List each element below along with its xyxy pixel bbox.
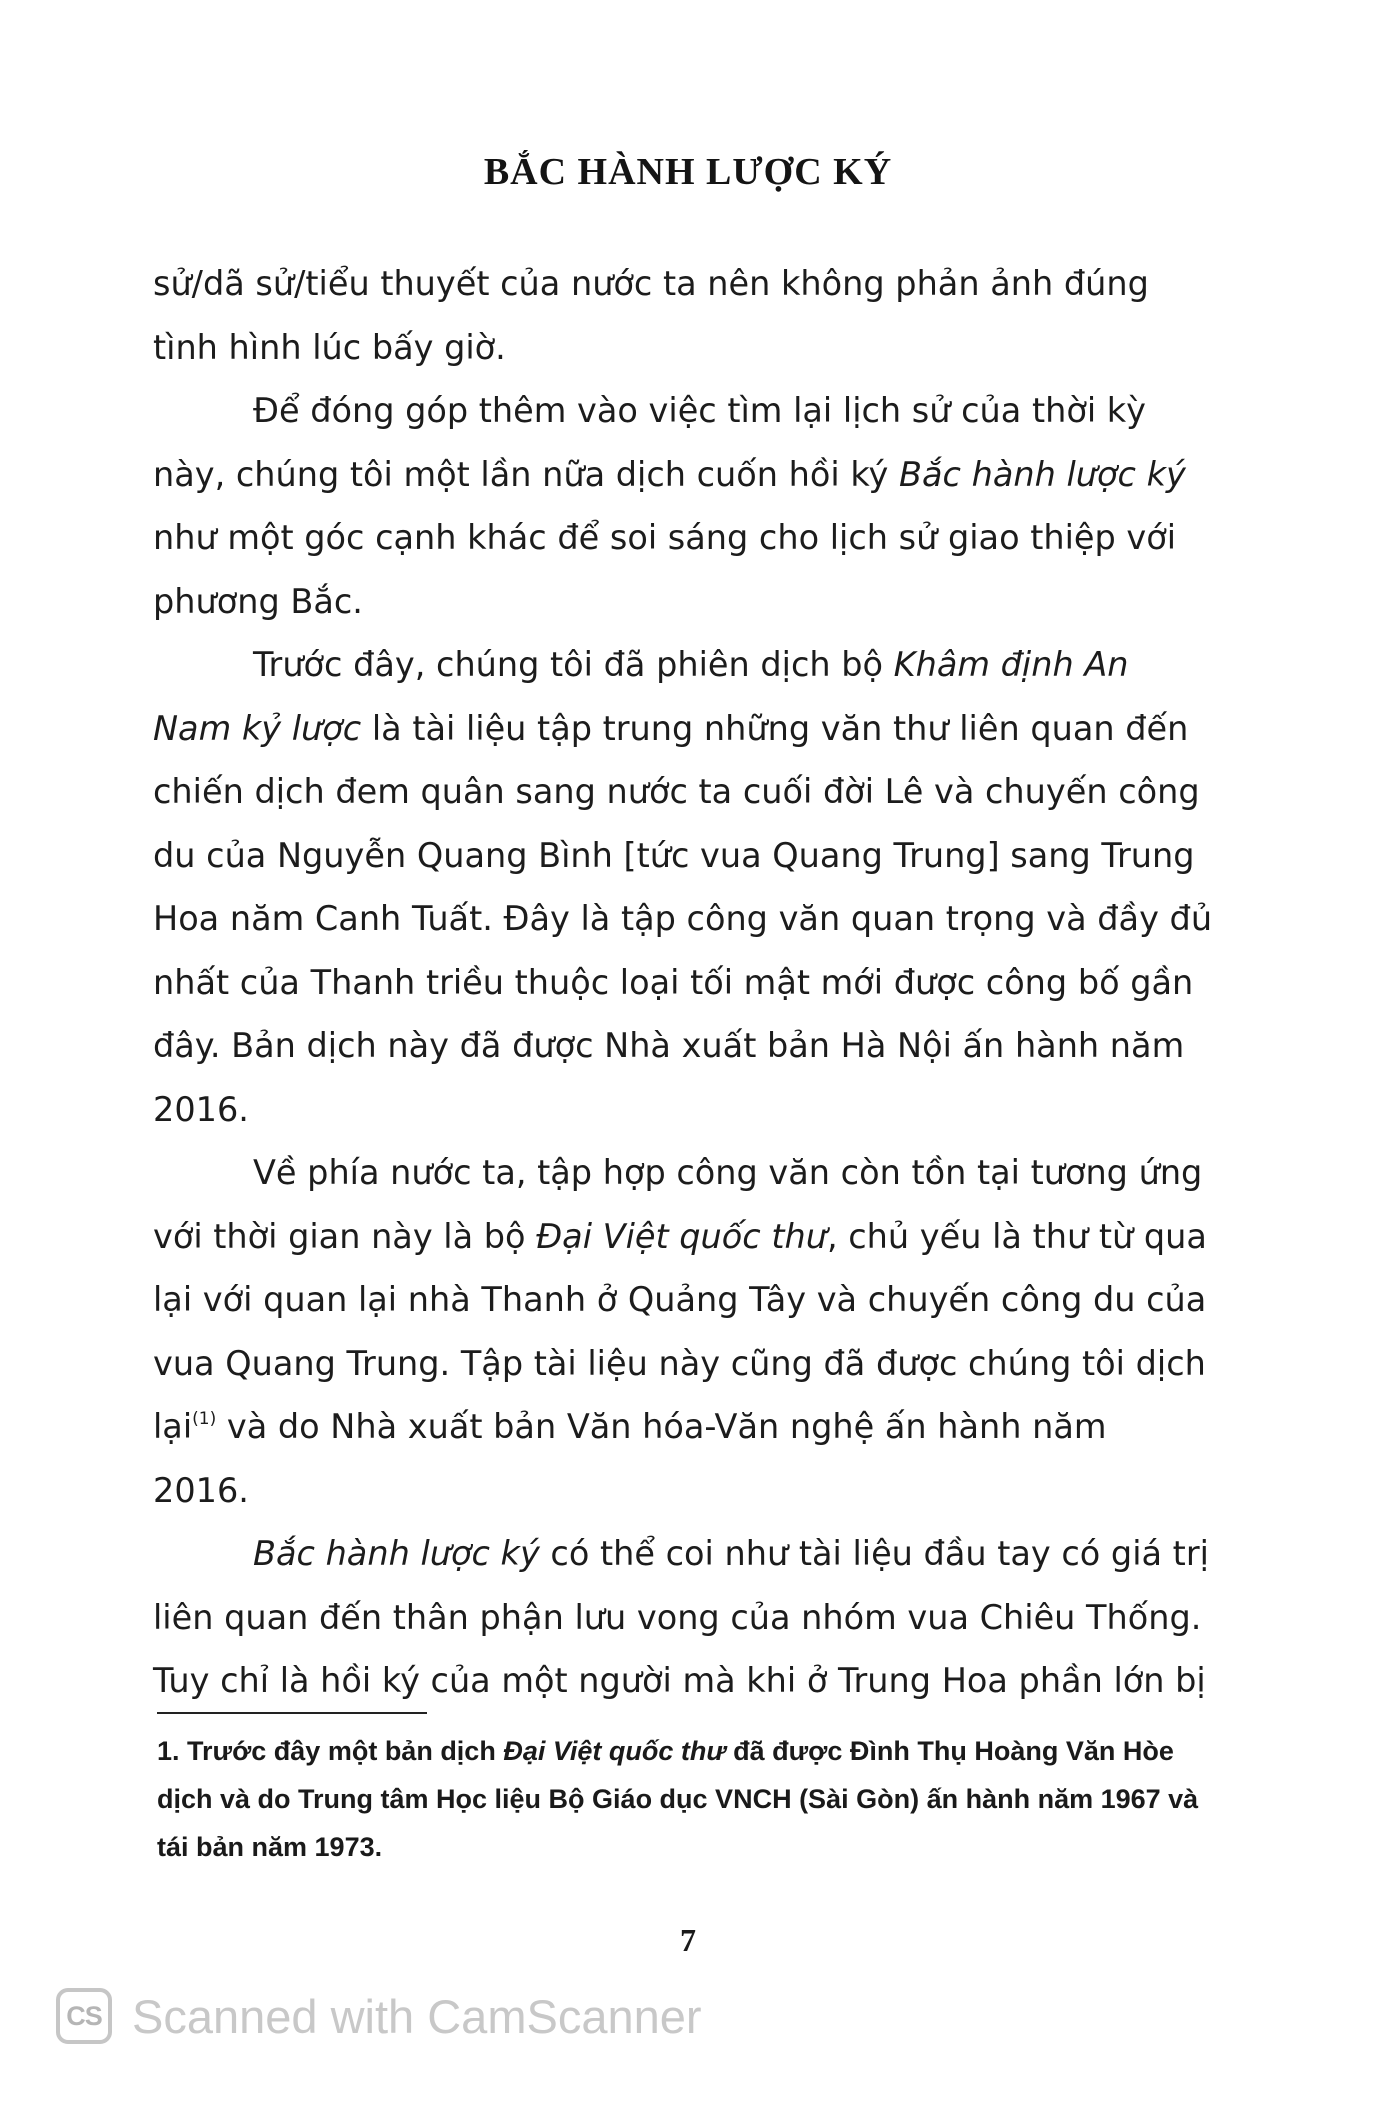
- running-head: BẮC HÀNH LƯỢC KÝ: [483, 151, 893, 193]
- paragraph-5: Bắc hành lược ký có thể coi như tài liệu đầu tay có giá trị liên quan đến thân phận lưu vong của nhóm vua Chiêu Thống. Tuy chỉ là hồi ký của một người mà khi ở Trung Hoa phần lớn bị: [153, 1534, 1209, 1700]
- paragraph-1: sử/dã sử/tiểu thuyết của nước ta nên không phản ảnh đúng tình hình lúc bấy giờ.: [153, 264, 1149, 367]
- book-title: Đại Việt quốc thư: [536, 1216, 827, 1256]
- book-title: Bắc hành lược ký: [253, 1534, 540, 1573]
- book-title: Khâm định An Nam kỷ lược: [153, 645, 1129, 748]
- page-number: 7: [680, 1922, 696, 1958]
- footnote-divider: [157, 1712, 427, 1714]
- body-text: [153, 252, 1213, 1713]
- footnote: 1. Trước đây một bản dịch Đại Việt quốc thư đã được Đình Thụ Hoàng Văn Hòe dịch và do Trung tâm Học liệu Bộ Giáo dục VNCH (Sài Gòn) ấn hành năm 1967 và tái bản năm 1973.: [157, 1736, 1199, 1862]
- paragraph-2: Để đóng góp thêm vào việc tìm lại lịch sử của thời kỳ này, chúng tôi một lần nữa dịch cuốn hồi ký Bắc hành lược ký như một góc cạnh khác để soi sáng cho lịch sử giao thiệp với phương Bắc.: [153, 391, 1186, 621]
- paragraph-3: Trước đây, chúng tôi đã phiên dịch bộ Khâm định An Nam kỷ lược là tài liệu tập trung những văn thư liên quan đến chiến dịch đem quân sang nước ta cuối đời Lê và chuyến công du của Nguyễn Quang Bình [tức vua Quang Trung] sang Trung Hoa năm Canh Tuất. Đây là tập công văn quan trọng và đầy đủ nhất của Thanh triều thuộc loại tối mật mới được công bố gần đây. Bản dịch này đã được Nhà xuất bản Hà Nội ấn hành năm 2016.: [153, 645, 1213, 1129]
- camscanner-logo-icon: CS: [56, 1988, 112, 2044]
- book-title: Đại Việt quốc thư: [503, 1736, 726, 1766]
- camscanner-watermark: [56, 1986, 702, 2046]
- book-title: Bắc hành lược ký: [899, 454, 1186, 494]
- watermark-text: Scanned with CamScanner: [132, 1989, 702, 2043]
- footnote-ref[interactable]: (1): [192, 1409, 217, 1429]
- paragraph-4: Về phía nước ta, tập hợp công văn còn tồn tại tương ứng với thời gian này là bộ Đại Việt quốc thư, chủ yếu là thư từ qua lại với quan lại nhà Thanh ở Quảng Tây và chuyến công du của vua Quang Trung. Tập tài liệu này cũng đã được chúng tôi dịch lại$^{(1)}$ và do Nhà xuất bản Văn hóa-Văn nghệ ấn hành năm 2016.: [153, 1153, 1207, 1510]
